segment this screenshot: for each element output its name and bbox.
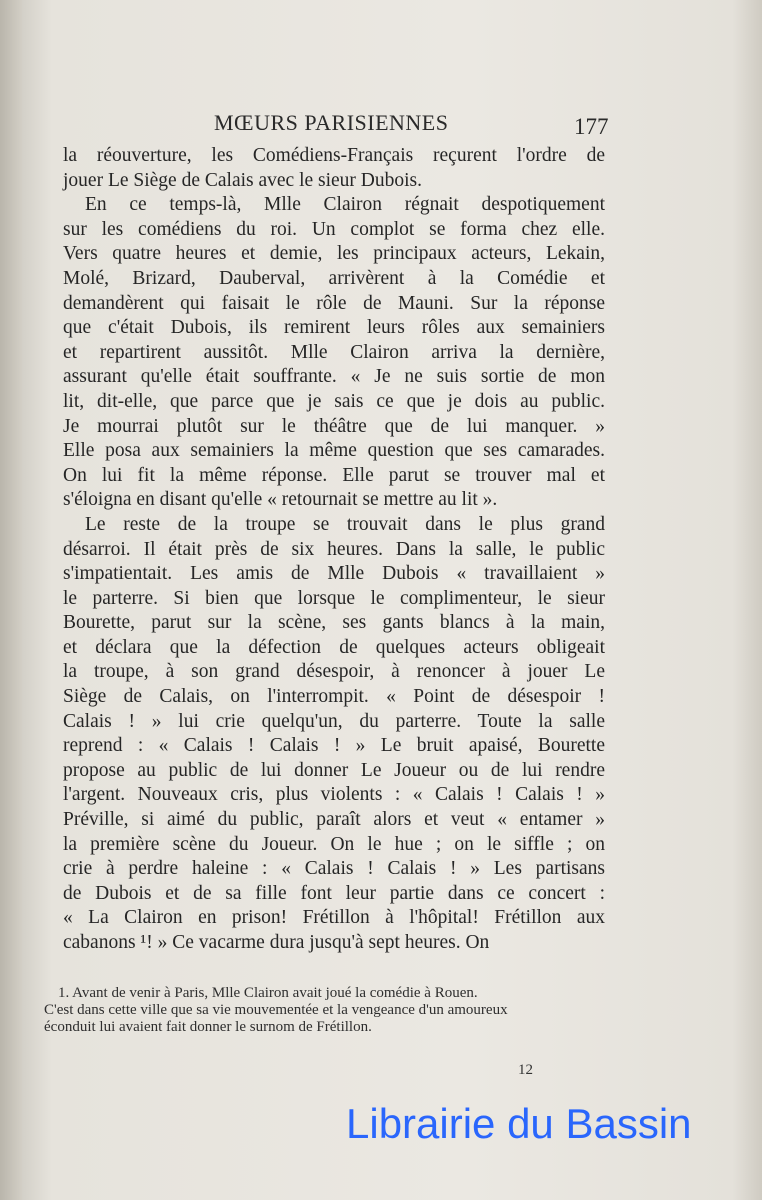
text-line: la réouverture, les Comédiens-Français reçurent l'ordre de [63, 145, 605, 166]
text-line: Calais ! » lui crie quelqu'un, du parterre. Toute la salle [63, 710, 605, 732]
text-line: Molé, Brizard, Dauberval, arrivèrent à la Comédie et [63, 267, 605, 289]
text-line: « La Clairon en prison! Frétillon à l'hôpital! Frétillon aux [63, 907, 605, 929]
text-line: désarroi. Il était près de six heures. Dans la salle, le public [63, 538, 605, 560]
text-line: le parterre. Si bien que lorsque le complimenteur, le sieur [63, 587, 605, 609]
signature-mark: 12 [518, 1062, 533, 1078]
text-line: sur les comédiens du roi. Un complot se forma chez elle. [63, 218, 605, 240]
text-line: de Dubois et de sa fille font leur partie dans ce concert : [63, 882, 605, 904]
body-text [63, 144, 605, 956]
text-line: que c'était Dubois, ils remirent leurs rôles aux semainiers [63, 317, 605, 339]
text-line: On lui fit la même réponse. Elle parut se trouver mal et [63, 464, 605, 486]
text-line: En ce temps-là, Mlle Clairon régnait despotiquement [85, 194, 605, 216]
text-line: et déclara que la défection de quelques acteurs obligeait [63, 636, 605, 658]
text-line: Le reste de la troupe se trouvait dans le plus grand [85, 513, 605, 535]
text-line: Je mourrai plutôt sur le théâtre que de lui manquer. » [63, 415, 605, 437]
text-line: Siège de Calais, on l'interrompit. « Point de désespoir ! [63, 686, 605, 708]
text-line: Vers quatre heures et demie, les principaux acteurs, Lekain, [63, 243, 605, 265]
text-line: la première scène du Joueur. On le hue ; on le siffle ; on [63, 833, 605, 855]
text-line: l'argent. Nouveaux cris, plus violents : « Calais ! Calais ! » [63, 784, 605, 806]
adjacent-page-edge [0, 0, 24, 1200]
footnote-line: 1. Avant de venir à Paris, Mlle Clairon avait joué la comédie à Rouen. [58, 985, 478, 1001]
text-line: et repartirent aussitôt. Mlle Clairon arriva la dernière, [63, 341, 605, 363]
text-line: propose au public de lui donner Le Joueur ou de lui rendre [63, 759, 605, 781]
text-line: crie à perdre haleine : « Calais ! Calais ! » Les partisans [63, 858, 605, 880]
text-line: Bourette, parut sur la scène, ses gants blancs à la main, [63, 612, 605, 634]
text-line: s'impatientait. Les amis de Mlle Dubois « travaillaient » [63, 563, 605, 585]
text-line: demandèrent qui faisait le rôle de Mauni. Sur la réponse [63, 292, 605, 314]
text-line: s'éloigna en disant qu'elle « retournait se mettre au lit ». [63, 489, 498, 511]
text-line: jouer Le Siège de Calais avec le sieur Dubois. [63, 169, 423, 191]
text-line: Elle posa aux semainiers la même question que ses camarades. [63, 440, 605, 462]
footnote [44, 985, 584, 1036]
text-line: la troupe, à son grand désespoir, à renoncer à jouer Le [63, 661, 605, 683]
text-line: assurant qu'elle était souffrante. « Je ne suis sortie de mon [63, 366, 605, 388]
page-number: 177 [574, 114, 609, 139]
text-line: lit, dit-elle, que parce que je sais ce que je dois au public. [63, 390, 605, 412]
footnote-line: éconduit lui avaient fait donner le surnom de Frétillon. [44, 1019, 372, 1035]
footnote-line: C'est dans cette ville que sa vie mouvementée et la vengeance d'un amoureux [44, 1002, 508, 1018]
watermark: Librairie du Bassin [346, 1100, 692, 1147]
running-header: MŒURS PARISIENNES [214, 110, 449, 135]
text-line: cabanons ¹! » Ce vacarme dura jusqu'à sept heures. On [63, 932, 490, 953]
text-line: Préville, si aimé du public, paraît alors et veut « entamer » [63, 809, 605, 831]
text-line: reprend : « Calais ! Calais ! » Le bruit apaisé, Bourette [63, 735, 605, 757]
